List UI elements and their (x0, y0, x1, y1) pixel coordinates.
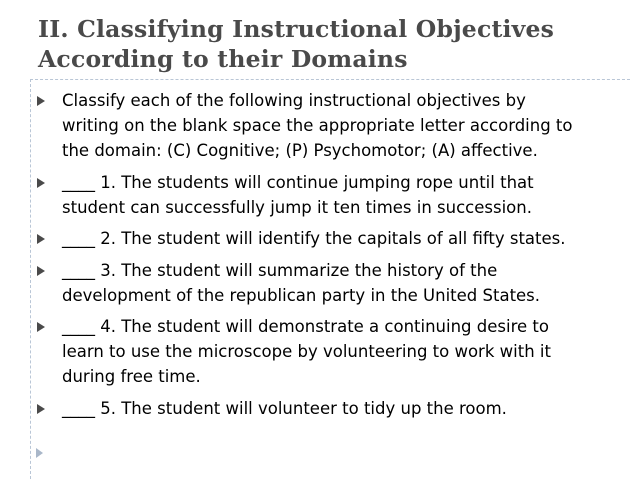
bullet-instructions (30, 88, 630, 163)
bullet-line: during free time. (62, 367, 201, 386)
bullet-line: ____ 5. The student will volunteer to tidy up the room. (62, 398, 507, 418)
bullet-line: the domain: (C) Cognitive; (P) Psychomotor; (A) affective. (62, 141, 538, 160)
title-line: According to their Domains (38, 45, 408, 73)
nav-arrow-icon[interactable] (36, 448, 43, 458)
triangle-right-icon (37, 266, 45, 276)
bullet-line: ____ 1. The students will continue jumping rope until that (62, 172, 534, 192)
triangle-right-icon (37, 234, 45, 244)
bullet-line: ____ 4. The student will demonstrate a continuing desire to (62, 317, 549, 336)
bullet-line: learn to use the microscope by volunteering to work with it (62, 342, 551, 361)
bullet-line: student can successfully jump it ten times in succession. (62, 197, 532, 217)
bullet-objective-5 (30, 396, 630, 421)
bullet-line: writing on the blank space the appropriate letter according to (62, 116, 573, 135)
slide-title (38, 14, 598, 74)
bullet-line: ____ 3. The student will summarize the history of the (62, 260, 498, 280)
title-line: II. Classifying Instructional Objectives (38, 15, 555, 43)
triangle-right-icon (37, 322, 45, 332)
bullet-line: development of the republican party in the United States. (62, 285, 541, 305)
bullet-line: ____ 2. The student will identify the capitals of all fifty states. (62, 229, 566, 248)
bullet-objective-2 (30, 226, 630, 251)
bullet-objective-4 (30, 314, 630, 389)
title-divider (30, 79, 630, 80)
bullet-objective-1 (30, 170, 630, 220)
triangle-right-icon (37, 404, 45, 414)
triangle-right-icon (37, 96, 45, 106)
bullet-objective-3 (30, 258, 630, 308)
bullet-list (30, 88, 630, 427)
bullet-line: Classify each of the following instructional objectives by (62, 91, 526, 110)
triangle-right-icon (37, 178, 45, 188)
